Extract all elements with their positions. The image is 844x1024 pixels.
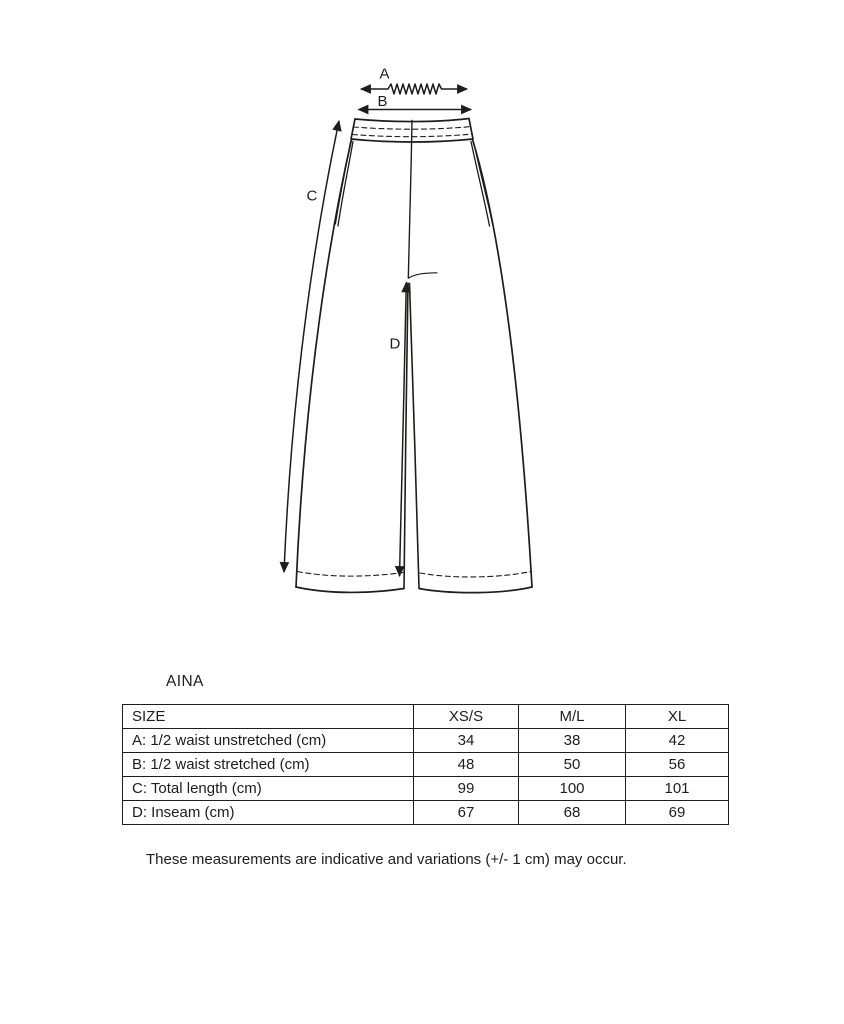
cell-value: 99 (414, 777, 519, 801)
right-leg-inseam (410, 284, 420, 589)
measure-label-c: C (306, 187, 318, 205)
row-label: A: 1/2 waist unstretched (cm) (123, 729, 414, 753)
cell-value: 50 (519, 753, 626, 777)
table-row-waist-unstretched (123, 729, 729, 753)
left-pocket-stitch-line (336, 142, 351, 225)
center-front-seam (408, 121, 412, 279)
cell-value: 42 (626, 729, 729, 753)
crotch-curve (409, 273, 437, 278)
column-header-size: SIZE (123, 705, 414, 729)
left-hem-stitch-dash (298, 572, 404, 577)
right-hem-edge (419, 587, 532, 593)
table-row-waist-stretched (123, 753, 729, 777)
cell-value: 101 (626, 777, 729, 801)
cell-value: 69 (626, 801, 729, 825)
row-label: D: Inseam (cm) (123, 801, 414, 825)
table-row-inseam (123, 801, 729, 825)
measure-label-d: D (389, 335, 401, 353)
cell-value: 34 (414, 729, 519, 753)
right-pocket-line (471, 142, 490, 227)
row-label: C: Total length (cm) (123, 777, 414, 801)
cell-value: 48 (414, 753, 519, 777)
right-hem-stitch-dash (420, 572, 531, 577)
row-label: B: 1/2 waist stretched (cm) (123, 753, 414, 777)
cell-value: 67 (414, 801, 519, 825)
left-outseam (296, 140, 352, 588)
column-header-xl: XL (626, 705, 729, 729)
right-outseam (473, 140, 533, 588)
column-header-m-l: M/L (519, 705, 626, 729)
left-pocket-line (338, 142, 353, 227)
cell-value: 68 (519, 801, 626, 825)
column-header-xs-s: XS/S (414, 705, 519, 729)
size-table (122, 704, 729, 825)
size-table-header-row (123, 705, 729, 729)
measure-label-b: B (377, 93, 388, 110)
right-pocket-stitch-line (474, 142, 493, 225)
measurements-note: These measurements are indicative and variations (+/- 1 cm) may occur. (146, 851, 627, 868)
cell-value: 100 (519, 777, 626, 801)
table-row-total-length (123, 777, 729, 801)
measure-label-a: A (379, 65, 390, 83)
left-hem-edge (296, 587, 404, 592)
cell-value: 38 (519, 729, 626, 753)
size-chart-title: AINA (166, 673, 204, 690)
cell-value: 56 (626, 753, 729, 777)
